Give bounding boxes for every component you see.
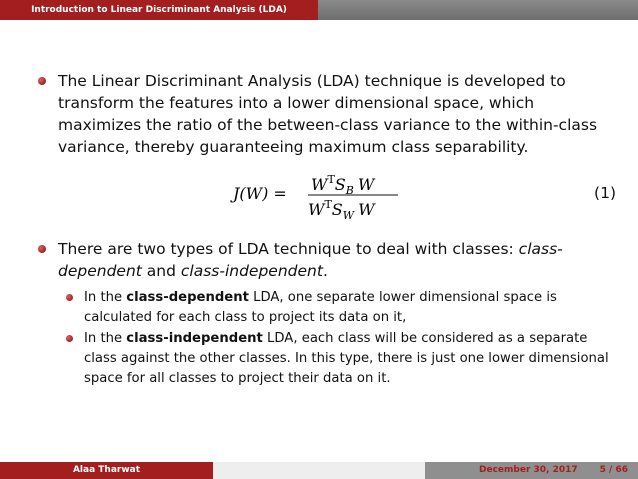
footer-right [425, 462, 638, 479]
header-bar [0, 0, 638, 20]
equation-denominator: $W^TS_W$ W [308, 198, 375, 220]
footer-title-band [213, 462, 425, 479]
type-class-independent: class-independent [180, 262, 323, 280]
bullet-icon [38, 245, 46, 253]
bullet-item-1 [38, 70, 618, 158]
bullet-text-1: The Linear Discriminant Analysis (LDA) technique is developed to transform the features into a lower dimensional space, which maximizes the ratio of the between-class variance to the within-class variance, thereby guaranteeing maximum class separability. [58, 72, 598, 156]
footer-bar [0, 462, 638, 479]
sub-bullet-icon [66, 335, 73, 342]
bullet-icon [38, 77, 46, 85]
equation-formula [38, 168, 618, 220]
footer-date[interactable]: December 30, 2017 [479, 465, 578, 475]
bullet-text-2: There are two types of LDA technique to deal with classes: class-dependent and class-independent. [58, 240, 563, 280]
bullet-item-2 [38, 238, 618, 282]
sub-bullet-icon [66, 294, 73, 301]
equation-numerator: $W^TS_B$ W [311, 173, 375, 197]
sub-bullet-item-2: In the class-independent LDA, each class will be considered as a separate class against the other classes. In this type, there is just one lower dimensional space for all classes to project their data on it. [66, 329, 618, 389]
footer-author[interactable]: Alaa Tharwat [0, 462, 213, 479]
footer-page-number[interactable]: 5 / 66 [599, 465, 628, 475]
type-class-dependent: class-dependent [58, 240, 563, 280]
equation-number: (1) [594, 184, 616, 202]
section-title[interactable]: Introduction to Linear Discriminant Analysis (LDA) [0, 0, 318, 20]
sub-bullet-item-1: In the class-dependent LDA, one separate lower dimensional space is calculated for each class to project its data on it, [66, 288, 618, 328]
slide-content [38, 70, 618, 390]
equation-lhs: J(W) = [233, 184, 287, 203]
sub-bullet-list [66, 288, 618, 389]
equation-row [38, 168, 618, 220]
